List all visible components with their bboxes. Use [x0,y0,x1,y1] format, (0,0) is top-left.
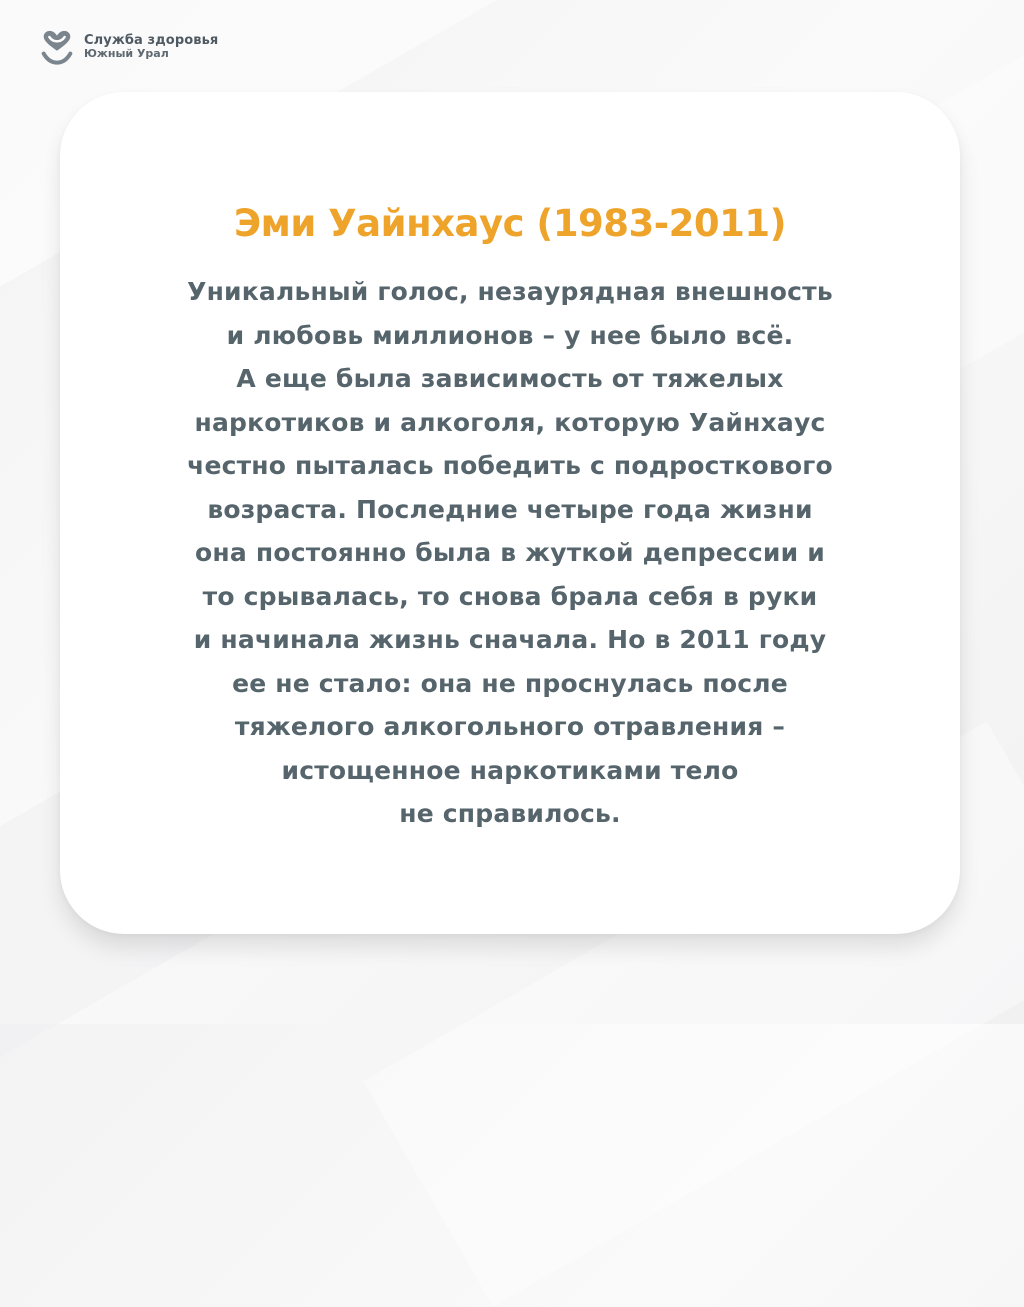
body-line: и начинала жизнь сначала. Но в 2011 году [193,625,827,654]
logo-text [84,34,218,59]
body-line: истощенное наркотиками тело [281,755,739,785]
body-line: не справилось. [399,799,621,828]
body-line: то срывалась, то снова брала себя в руки [202,581,818,611]
content-card [60,92,960,934]
body-line: наркотиков и алкоголя, которую Уайнхаус [194,407,826,437]
logo-line-1: Служба здоровья [84,33,219,49]
heart-smile-icon [38,28,76,66]
body-line: А еще была зависимость от тяжелых [236,364,784,393]
body-line: и любовь миллионов – у нее было всё. [226,320,794,350]
brand-logo [38,28,218,66]
card-body-text [80,270,940,836]
body-line: Уникальный голос, незаурядная внешность [187,277,833,306]
card-title: Эми Уайнхаус (1983-2011) [233,202,787,245]
body-line: ее не стало: она не проснулась после [232,668,788,698]
body-line: возраста. Последние четыре года жизни [207,494,813,524]
body-line: она постоянно была в жуткой депрессии и [195,538,825,567]
body-line: честно пыталась победить с подросткового [187,451,833,480]
logo-line-2: Южный Урал [84,47,169,61]
body-line: тяжелого алкогольного отравления – [234,712,786,741]
